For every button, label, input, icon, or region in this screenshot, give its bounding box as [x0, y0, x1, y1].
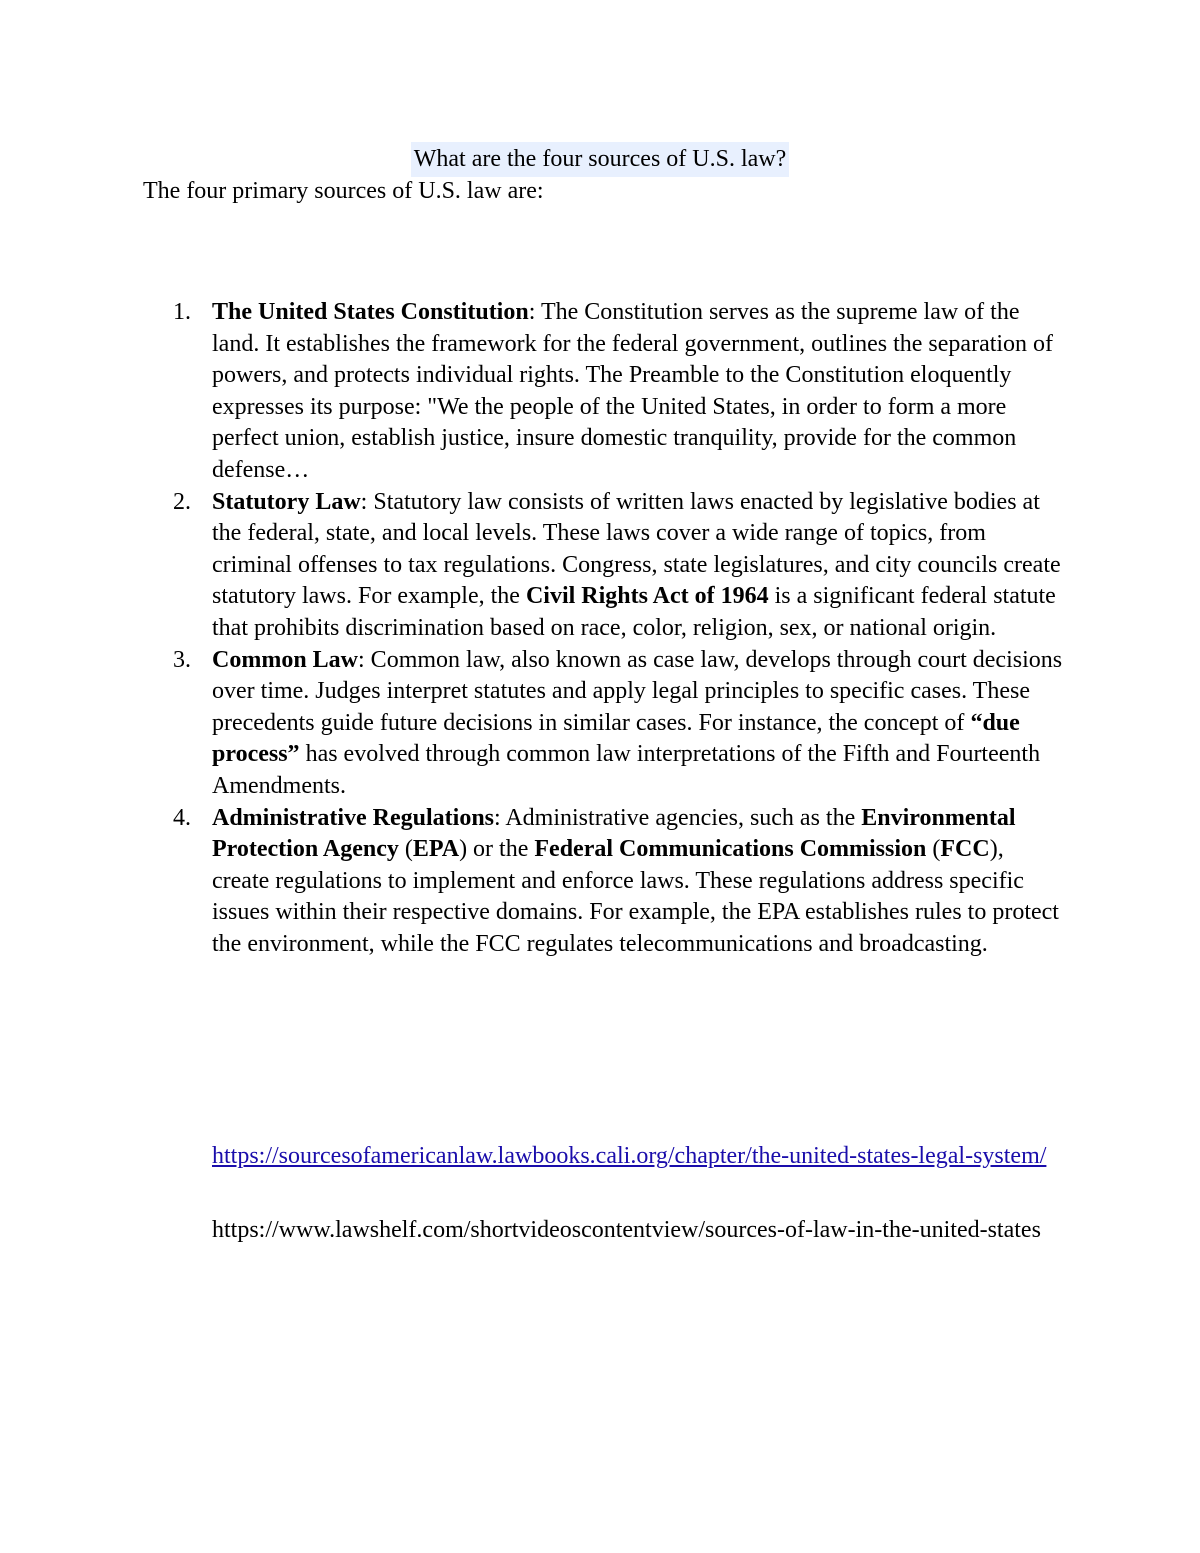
references [212, 1141, 1052, 1246]
list-item-number: 3. [173, 646, 191, 673]
text-run: ( [398, 836, 413, 863]
text-run: ), create regulations to implement and enforce laws. These regulations address specific issues within their respective domains. For example, the EPA establishes rules to protect the environment, while the FCC regulates telecommunications and broadcasting. [212, 836, 1059, 957]
list-item [160, 487, 1065, 645]
title-row [0, 142, 1200, 177]
bold-term: The United States Constitution [212, 299, 529, 325]
list-item-text [212, 299, 1053, 483]
sources-list [160, 297, 1065, 960]
bold-term: Administrative Regulations [212, 804, 494, 831]
document-title: What are the four sources of U.S. law? [411, 142, 790, 177]
text-run: : Common law, also known as case law, develops through court decisions over time. Judges interpret statutes and apply legal principles to specific cases. These precedents guide future decisions in similar cases. For instance, the concept of [212, 646, 1063, 736]
intro-paragraph: The four primary sources of U.S. law are: [143, 178, 544, 204]
text-run: is a significant federal statute that prohibits discrimination based on race, color, religion, sex, or national origin. [212, 583, 1056, 641]
list-item-text [212, 647, 1062, 799]
bold-term: Environmental Protection Agency [212, 804, 1016, 863]
list-item-number: 1. [173, 299, 191, 325]
text-run: ( [926, 836, 941, 863]
list-item [160, 297, 1065, 487]
list-item-text [212, 489, 1061, 641]
list-item-text [212, 805, 1059, 957]
bold-term: Civil Rights Act of 1964 [525, 583, 769, 610]
bold-term: Common Law [212, 646, 359, 673]
list-item [160, 803, 1065, 961]
list-item-number: 2. [173, 488, 191, 515]
bold-term: Statutory Law [212, 488, 361, 515]
text-run: has evolved through common law interpretations of the Fifth and Fourteenth Amendments. [212, 741, 1041, 799]
bold-term: “due process” [212, 709, 1020, 768]
text-run: : Statutory law consists of written laws enacted by legislative bodies at the federal, state, and local levels. These laws cover a wide range of topics, from criminal offenses to tax regulations. Congress, state legislatures, and city councils create statutory laws. For example, the [212, 488, 1061, 610]
reference-link[interactable]: https://sourcesofamericanlaw.lawbooks.cali.org/chapter/the-united-states-legal-system/ [212, 1143, 1047, 1169]
list-item-number: 4. [173, 804, 191, 831]
text-run: : Administrative agencies, such as the [494, 804, 862, 831]
text-run: ) or the [459, 836, 535, 863]
bold-term: FCC [940, 836, 990, 863]
list-item [160, 645, 1065, 803]
bold-term: EPA [412, 836, 460, 863]
bold-term: Federal Communications Commission [534, 836, 927, 863]
text-run: : The Constitution serves as the supreme law of the land. It establishes the framework for the federal government, outlines the separation of powers, and protects individual rights. The Preamble to the Constitution eloquently expresses its purpose: "We the people of the United States, in order to form a more perfect union, establish justice, insure domestic tranquility, provide for the common defense… [212, 299, 1054, 483]
reference-url-text: https://www.lawshelf.com/shortvideoscontentview/sources-of-law-in-the-united-states [212, 1217, 1041, 1243]
